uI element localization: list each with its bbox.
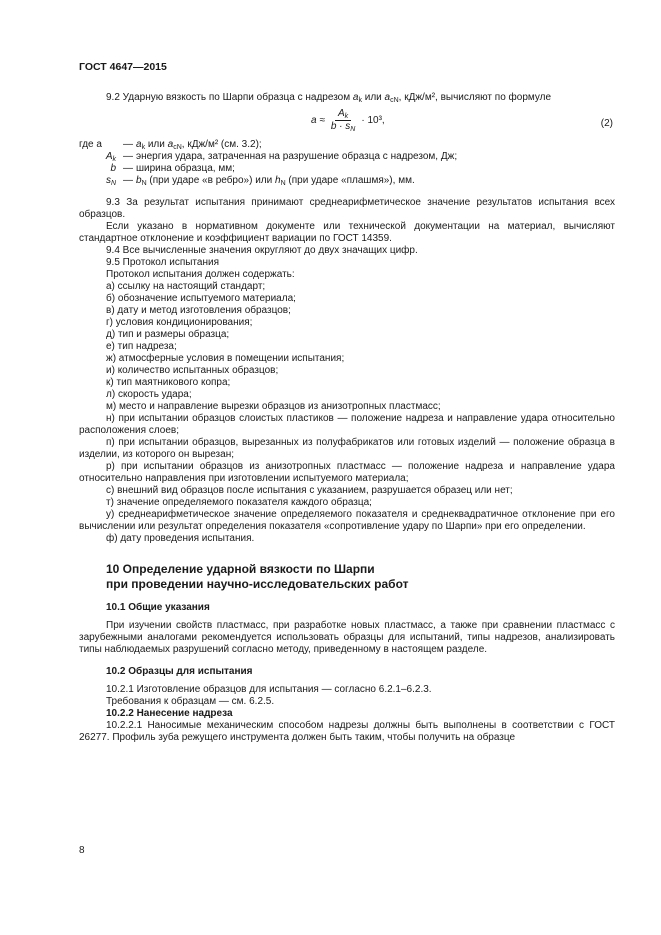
- list-item: е) тип надреза;: [106, 341, 177, 352]
- paragraph-10-1: При изучении свойств пластмасс, при разработке новых пластмасс, а также при сравнении пластмасс с зарубежными аналогами рекомендуется использовать образцы для испытаний, типы надрезов, анализировать типы наблюдаемых разрушений согласно методу, приведенному в настоящем разделе.: [79, 620, 615, 655]
- list-item: ж) атмосферные условия в помещении испытания;: [106, 353, 345, 364]
- formula-2: [79, 106, 615, 138]
- list-item: и) количество испытанных образцов;: [106, 365, 279, 376]
- paragraph-10-2-1-b: Требования к образцам — см. 6.2.5.: [106, 696, 275, 707]
- where-line-ak: $A_k$ — энергия удара, затраченная на разрушение образца с надрезом, Дж;: [105, 151, 458, 163]
- list-item: к) тип маятникового копра;: [106, 377, 231, 388]
- document-header: ГОСТ 4647—2015: [79, 61, 167, 73]
- paragraph-9-4: 9.4 Все вычисленные значения округляют до двух значащих цифр.: [106, 245, 418, 256]
- formula-expression: a ≈ $\frac{A_k}{b \cdot s_N}$ · 10³,: [311, 108, 385, 133]
- list-item: н) при испытании образцов слоистых пластиков — положение надреза и направление удара относительно расположения слоев;: [79, 413, 615, 436]
- paragraph-10-2-2-1: 10.2.2.1 Наносимые механическим способом надрезы должны быть выполнены в соответствии с ГОСТ 26277. Профиль зуба режущего инструмента должен быть таким, чтобы получить на образце: [79, 720, 615, 743]
- list-item: г) условия кондиционирования;: [106, 317, 253, 328]
- paragraph-9-3-b: Если указано в нормативном документе или технической документации на материал, вычисляют стандартное отклонение и коэффициент вариации по ГОСТ 14359.: [79, 221, 615, 244]
- paragraph-9-2: 9.2 Ударную вязкость по Шарпи образца с надрезом $a_k$ или $a_{cN}$, кДж/м², вычисляют по формуле: [106, 92, 552, 104]
- list-item: у) среднеарифметическое значение определяемого показателя и среднеквадратичное отклонение при его вычислении или результат определения показателя «сопротивление удару по Шарпи» при его определении.: [79, 509, 615, 532]
- where-line-a: где a — $a_k$ или $a_{cN}$, кДж/м² (см. 3.2);: [79, 139, 262, 151]
- subsection-10-2-title: 10.2 Образцы для испытания: [106, 666, 253, 677]
- equation-number: (2): [600, 118, 613, 129]
- protocol-list: [79, 281, 615, 545]
- where-line-b: b — ширина образца, мм;: [110, 163, 235, 174]
- list-item: с) внешний вид образцов после испытания с указанием, разрушается образец или нет;: [106, 485, 513, 496]
- paragraph-9-5: 9.5 Протокол испытания: [106, 257, 219, 268]
- list-item: п) при испытании образцов, вырезанных из полуфабрикатов или готовых изделий — положение образца в изделии, из которого он вырезан;: [79, 437, 615, 460]
- list-item: ф) дату проведения испытания.: [106, 533, 255, 544]
- list-item: б) обозначение испытуемого материала;: [106, 293, 296, 304]
- paragraph-9-3: 9.3 За результат испытания принимают среднеарифметическое значение результатов испытания всех образцов.: [79, 197, 615, 220]
- paragraph-9-5-b: Протокол испытания должен содержать:: [106, 269, 295, 280]
- paragraph-10-2-1: 10.2.1 Изготовление образцов для испытания — согласно 6.2.1–6.2.3.: [106, 684, 432, 695]
- subsection-10-1-title: 10.1 Общие указания: [106, 602, 210, 613]
- document-body: [79, 92, 615, 744]
- list-item: т) значение определяемого показателя каждого образца;: [106, 497, 372, 508]
- list-item: л) скорость удара;: [106, 389, 192, 400]
- subsection-10-2-2-title: 10.2.2 Нанесение надреза: [106, 708, 233, 719]
- page-number: 8: [79, 845, 85, 856]
- section-10-title: 10 Определение ударной вязкости по Шарпи при проведении научно-исследовательских работ: [106, 562, 409, 591]
- formula-fraction: $\frac{A_k}{b \cdot s_N}$: [330, 108, 356, 133]
- list-item: в) дату и метод изготовления образцов;: [106, 305, 291, 316]
- list-item: м) место и направление вырезки образцов из анизотропных пластмасс;: [106, 401, 441, 412]
- list-item: д) тип и размеры образца;: [106, 329, 230, 340]
- list-item: р) при испытании образцов из анизотропных пластмасс — положение надреза и направление удара относительно направления при изготовлении испытуемого материала;: [79, 461, 615, 484]
- list-item: а) ссылку на настоящий стандарт;: [106, 281, 266, 292]
- where-line-sn: $s_N$ — $b_N$ (при ударе «в ребро») или $h_N$ (при ударе «плашмя»), мм.: [105, 175, 415, 187]
